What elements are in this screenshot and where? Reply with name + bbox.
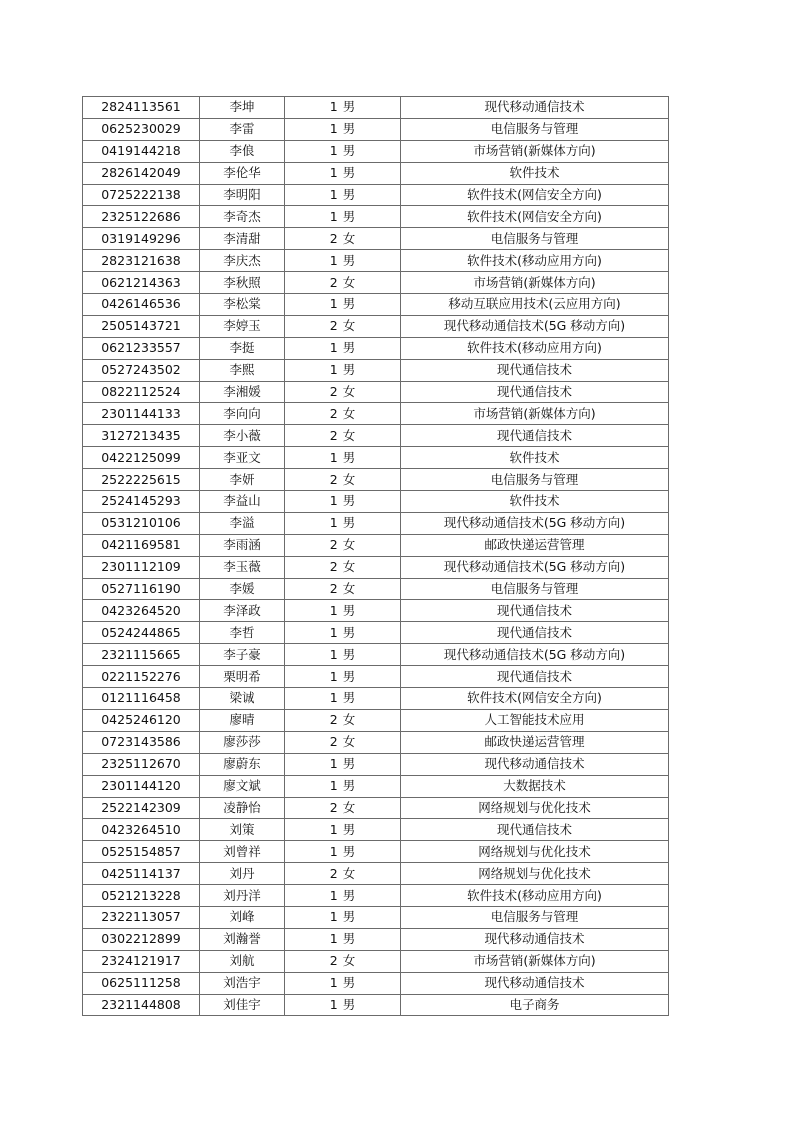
gender-label: 女 [342, 427, 356, 443]
student-name-cell: 李伦华 [200, 162, 285, 184]
gender-label: 女 [342, 537, 356, 553]
table-row [83, 337, 669, 359]
gender-code: 1 [329, 668, 338, 684]
table-row [83, 622, 669, 644]
student-name-cell: 刘瀚誉 [200, 928, 285, 950]
student-name-cell: 廖文斌 [200, 775, 285, 797]
gender-cell [285, 797, 401, 819]
gender-cell [285, 250, 401, 272]
gender-label: 男 [342, 515, 356, 531]
table-row [83, 950, 669, 972]
gender-cell [285, 381, 401, 403]
gender-label: 男 [342, 449, 356, 465]
student-name-cell: 李亚文 [200, 447, 285, 469]
table-row [83, 994, 669, 1016]
gender-code: 1 [329, 362, 338, 378]
gender-code: 2 [329, 230, 338, 246]
table-row [83, 425, 669, 447]
gender-cell [285, 556, 401, 578]
student-name-cell: 刘丹洋 [200, 885, 285, 907]
gender-cell [285, 950, 401, 972]
major-cell: 市场营销(新媒体方向) [401, 140, 669, 162]
student-id-cell: 0121116458 [83, 688, 200, 710]
gender-cell [285, 731, 401, 753]
student-id-cell: 2522225615 [83, 469, 200, 491]
gender-label: 男 [342, 493, 356, 509]
gender-code: 2 [329, 274, 338, 290]
gender-code: 2 [329, 734, 338, 750]
gender-label: 男 [342, 909, 356, 925]
major-cell: 市场营销(新媒体方向) [401, 403, 669, 425]
gender-cell [285, 118, 401, 140]
gender-cell [285, 315, 401, 337]
student-name-cell: 李婷玉 [200, 315, 285, 337]
gender-label: 男 [342, 252, 356, 268]
gender-cell [285, 469, 401, 491]
gender-code: 2 [329, 318, 338, 334]
gender-code: 1 [329, 187, 338, 202]
major-cell: 邮政快递运营管理 [401, 534, 669, 556]
gender-label: 男 [342, 996, 356, 1012]
gender-cell [285, 709, 401, 731]
gender-cell [285, 162, 401, 184]
major-cell: 现代移动通信技术(5G 移动方向) [401, 556, 669, 578]
gender-code: 1 [329, 821, 338, 837]
student-name-cell: 梁诚 [200, 688, 285, 710]
student-name-cell: 李子豪 [200, 644, 285, 666]
student-name-cell: 刘佳宇 [200, 994, 285, 1016]
major-cell: 电信服务与管理 [401, 228, 669, 250]
gender-label: 男 [342, 756, 356, 772]
major-cell: 现代通信技术 [401, 600, 669, 622]
gender-code: 1 [329, 602, 338, 618]
gender-cell [285, 688, 401, 710]
table-row [83, 775, 669, 797]
student-name-cell: 刘浩宇 [200, 972, 285, 994]
gender-label: 男 [342, 362, 356, 378]
table-row [83, 709, 669, 731]
gender-code: 2 [329, 384, 338, 400]
gender-cell [285, 666, 401, 688]
gender-label: 男 [342, 165, 356, 181]
gender-cell [285, 863, 401, 885]
gender-code: 1 [329, 99, 338, 115]
gender-label: 女 [342, 471, 356, 487]
table-row [83, 644, 669, 666]
major-cell: 软件技术(移动应用方向) [401, 885, 669, 907]
gender-code: 2 [329, 559, 338, 575]
table-row [83, 140, 669, 162]
student-id-cell: 2824113561 [83, 97, 200, 119]
student-name-cell: 李松棠 [200, 294, 285, 316]
gender-code: 2 [329, 865, 338, 881]
student-id-cell: 0531210106 [83, 512, 200, 534]
table-row [83, 534, 669, 556]
table-row [83, 819, 669, 841]
gender-code: 1 [329, 449, 338, 465]
major-cell: 市场营销(新媒体方向) [401, 272, 669, 294]
student-id-cell: 0221152276 [83, 666, 200, 688]
gender-code: 2 [329, 427, 338, 443]
gender-cell [285, 906, 401, 928]
gender-label: 男 [342, 931, 356, 947]
gender-cell [285, 994, 401, 1016]
major-cell: 软件技术(网信安全方向) [401, 206, 669, 228]
gender-cell [285, 972, 401, 994]
student-name-cell: 李坤 [200, 97, 285, 119]
student-name-cell: 李庆杰 [200, 250, 285, 272]
gender-code: 1 [329, 493, 338, 509]
student-id-cell: 0425246120 [83, 709, 200, 731]
gender-cell [285, 578, 401, 600]
gender-code: 1 [329, 624, 338, 640]
major-cell: 现代移动通信技术 [401, 972, 669, 994]
major-cell: 电信服务与管理 [401, 578, 669, 600]
gender-cell [285, 140, 401, 162]
gender-cell [285, 753, 401, 775]
table-row [83, 556, 669, 578]
student-id-cell: 0527243502 [83, 359, 200, 381]
gender-cell [285, 184, 401, 206]
student-name-cell: 李泽政 [200, 600, 285, 622]
student-id-cell: 2321144808 [83, 994, 200, 1016]
gender-label: 男 [342, 121, 356, 137]
gender-label: 男 [342, 602, 356, 618]
gender-cell [285, 491, 401, 513]
gender-label: 男 [342, 646, 356, 662]
gender-code: 1 [329, 515, 338, 531]
gender-label: 男 [342, 99, 356, 115]
student-name-cell: 刘峰 [200, 906, 285, 928]
major-cell: 邮政快递运营管理 [401, 731, 669, 753]
student-name-cell: 栗明希 [200, 666, 285, 688]
student-id-cell: 0302212899 [83, 928, 200, 950]
student-name-cell: 李媛 [200, 578, 285, 600]
student-name-cell: 凌静怡 [200, 797, 285, 819]
student-name-cell: 廖晴 [200, 709, 285, 731]
student-id-cell: 0723143586 [83, 731, 200, 753]
student-name-cell: 李小薇 [200, 425, 285, 447]
table-row [83, 162, 669, 184]
student-roster-table [82, 96, 669, 1016]
gender-label: 女 [342, 734, 356, 750]
gender-cell [285, 534, 401, 556]
student-name-cell: 李秋照 [200, 272, 285, 294]
student-name-cell: 李挺 [200, 337, 285, 359]
student-id-cell: 2301144120 [83, 775, 200, 797]
gender-code: 2 [329, 712, 338, 728]
table-row [83, 228, 669, 250]
major-cell: 移动互联应用技术(云应用方向) [401, 294, 669, 316]
student-name-cell: 李雨涵 [200, 534, 285, 556]
gender-cell [285, 425, 401, 447]
student-id-cell: 2522142309 [83, 797, 200, 819]
gender-cell [285, 819, 401, 841]
table-row [83, 491, 669, 513]
gender-code: 2 [329, 471, 338, 487]
gender-code: 2 [329, 953, 338, 969]
gender-cell [285, 403, 401, 425]
student-id-cell: 2524145293 [83, 491, 200, 513]
student-name-cell: 李熙 [200, 359, 285, 381]
student-id-cell: 0521213228 [83, 885, 200, 907]
gender-cell [285, 600, 401, 622]
gender-label: 女 [342, 274, 356, 290]
major-cell: 电信服务与管理 [401, 906, 669, 928]
student-id-cell: 2325112670 [83, 753, 200, 775]
student-name-cell: 李玉薇 [200, 556, 285, 578]
major-cell: 现代移动通信技术(5G 移动方向) [401, 315, 669, 337]
gender-label: 男 [342, 208, 356, 224]
gender-cell [285, 622, 401, 644]
student-name-cell: 李益山 [200, 491, 285, 513]
major-cell: 大数据技术 [401, 775, 669, 797]
major-cell: 现代移动通信技术(5G 移动方向) [401, 512, 669, 534]
gender-label: 女 [342, 953, 356, 969]
student-name-cell: 李妍 [200, 469, 285, 491]
student-id-cell: 0725222138 [83, 184, 200, 206]
student-name-cell: 廖莎莎 [200, 731, 285, 753]
student-id-cell: 2325122686 [83, 206, 200, 228]
gender-cell [285, 206, 401, 228]
gender-label: 男 [342, 843, 356, 859]
table-row [83, 315, 669, 337]
table-row [83, 447, 669, 469]
gender-cell [285, 512, 401, 534]
major-cell: 现代通信技术 [401, 622, 669, 644]
major-cell: 电子商务 [401, 994, 669, 1016]
table-row [83, 294, 669, 316]
gender-code: 2 [329, 799, 338, 815]
gender-label: 男 [342, 187, 356, 202]
major-cell: 软件技术(网信安全方向) [401, 688, 669, 710]
student-name-cell: 刘航 [200, 950, 285, 972]
major-cell: 现代通信技术 [401, 381, 669, 403]
student-id-cell: 3127213435 [83, 425, 200, 447]
student-name-cell: 李哲 [200, 622, 285, 644]
gender-label: 男 [342, 668, 356, 684]
student-id-cell: 0621233557 [83, 337, 200, 359]
major-cell: 市场营销(新媒体方向) [401, 950, 669, 972]
student-id-cell: 2321115665 [83, 644, 200, 666]
major-cell: 软件技术 [401, 491, 669, 513]
table-row [83, 578, 669, 600]
student-name-cell: 李溢 [200, 512, 285, 534]
table-row [83, 381, 669, 403]
gender-label: 男 [342, 340, 356, 356]
gender-cell [285, 359, 401, 381]
student-name-cell: 廖蔚东 [200, 753, 285, 775]
gender-cell [285, 294, 401, 316]
table-row [83, 863, 669, 885]
gender-cell [285, 841, 401, 863]
gender-cell [285, 97, 401, 119]
table-row [83, 688, 669, 710]
gender-code: 1 [329, 778, 338, 794]
gender-label: 女 [342, 318, 356, 334]
student-id-cell: 0525154857 [83, 841, 200, 863]
student-id-cell: 0423264520 [83, 600, 200, 622]
gender-code: 1 [329, 996, 338, 1012]
major-cell: 网络规划与优化技术 [401, 863, 669, 885]
gender-code: 2 [329, 581, 338, 597]
student-name-cell: 刘策 [200, 819, 285, 841]
gender-cell [285, 885, 401, 907]
major-cell: 软件技术(网信安全方向) [401, 184, 669, 206]
major-cell: 现代移动通信技术(5G 移动方向) [401, 644, 669, 666]
student-id-cell: 0625230029 [83, 118, 200, 140]
student-name-cell: 李雷 [200, 118, 285, 140]
major-cell: 网络规划与优化技术 [401, 797, 669, 819]
major-cell: 人工智能技术应用 [401, 709, 669, 731]
table-row [83, 118, 669, 140]
table-row [83, 97, 669, 119]
gender-code: 1 [329, 252, 338, 268]
gender-code: 1 [329, 296, 338, 312]
gender-label: 女 [342, 712, 356, 728]
table-row [83, 841, 669, 863]
student-id-cell: 2324121917 [83, 950, 200, 972]
student-id-cell: 0319149296 [83, 228, 200, 250]
gender-code: 1 [329, 165, 338, 181]
gender-cell [285, 447, 401, 469]
major-cell: 电信服务与管理 [401, 469, 669, 491]
table-row [83, 797, 669, 819]
major-cell: 现代移动通信技术 [401, 97, 669, 119]
student-id-cell: 0419144218 [83, 140, 200, 162]
table-row [83, 928, 669, 950]
gender-code: 1 [329, 646, 338, 662]
student-id-cell: 0524244865 [83, 622, 200, 644]
student-id-cell: 0621214363 [83, 272, 200, 294]
student-name-cell: 刘曾祥 [200, 841, 285, 863]
gender-label: 男 [342, 778, 356, 794]
major-cell: 网络规划与优化技术 [401, 841, 669, 863]
table-row [83, 972, 669, 994]
gender-code: 1 [329, 756, 338, 772]
table-row [83, 272, 669, 294]
student-id-cell: 0426146536 [83, 294, 200, 316]
major-cell: 电信服务与管理 [401, 118, 669, 140]
gender-code: 1 [329, 340, 338, 356]
gender-code: 1 [329, 843, 338, 859]
student-id-cell: 2322113057 [83, 906, 200, 928]
table-row [83, 206, 669, 228]
major-cell: 软件技术(移动应用方向) [401, 337, 669, 359]
gender-code: 2 [329, 537, 338, 553]
student-id-cell: 2826142049 [83, 162, 200, 184]
student-id-cell: 0822112524 [83, 381, 200, 403]
gender-label: 女 [342, 405, 356, 421]
gender-label: 女 [342, 865, 356, 881]
major-cell: 软件技术(移动应用方向) [401, 250, 669, 272]
gender-label: 男 [342, 624, 356, 640]
table-row [83, 359, 669, 381]
student-name-cell: 李俍 [200, 140, 285, 162]
gender-code: 1 [329, 690, 338, 706]
gender-cell [285, 337, 401, 359]
table-row [83, 731, 669, 753]
gender-label: 男 [342, 690, 356, 706]
roster-body [83, 97, 669, 1016]
student-name-cell: 李湘媛 [200, 381, 285, 403]
student-id-cell: 2505143721 [83, 315, 200, 337]
gender-code: 2 [329, 405, 338, 421]
gender-label: 男 [342, 296, 356, 312]
student-name-cell: 李清甜 [200, 228, 285, 250]
major-cell: 现代移动通信技术 [401, 753, 669, 775]
major-cell: 现代通信技术 [401, 359, 669, 381]
gender-label: 女 [342, 384, 356, 400]
table-row [83, 753, 669, 775]
table-row [83, 403, 669, 425]
table-row [83, 469, 669, 491]
table-row [83, 600, 669, 622]
student-id-cell: 0421169581 [83, 534, 200, 556]
gender-code: 1 [329, 931, 338, 947]
gender-label: 女 [342, 581, 356, 597]
gender-label: 男 [342, 821, 356, 837]
gender-code: 1 [329, 887, 338, 903]
gender-cell [285, 272, 401, 294]
gender-label: 男 [342, 975, 356, 991]
gender-label: 女 [342, 559, 356, 575]
student-id-cell: 0425114137 [83, 863, 200, 885]
major-cell: 现代通信技术 [401, 666, 669, 688]
gender-cell [285, 928, 401, 950]
table-row [83, 184, 669, 206]
student-name-cell: 李向向 [200, 403, 285, 425]
gender-cell [285, 644, 401, 666]
table-row [83, 666, 669, 688]
student-id-cell: 0527116190 [83, 578, 200, 600]
gender-label: 女 [342, 230, 356, 246]
student-name-cell: 刘丹 [200, 863, 285, 885]
major-cell: 现代通信技术 [401, 425, 669, 447]
major-cell: 现代通信技术 [401, 819, 669, 841]
student-id-cell: 2301112109 [83, 556, 200, 578]
gender-code: 1 [329, 143, 338, 159]
table-row [83, 512, 669, 534]
gender-code: 1 [329, 909, 338, 925]
gender-code: 1 [329, 208, 338, 224]
gender-code: 1 [329, 975, 338, 991]
gender-code: 1 [329, 121, 338, 137]
table-row [83, 250, 669, 272]
major-cell: 软件技术 [401, 447, 669, 469]
student-id-cell: 0625111258 [83, 972, 200, 994]
student-id-cell: 0422125099 [83, 447, 200, 469]
gender-cell [285, 228, 401, 250]
student-id-cell: 2823121638 [83, 250, 200, 272]
table-row [83, 906, 669, 928]
student-name-cell: 李明阳 [200, 184, 285, 206]
gender-label: 男 [342, 143, 356, 159]
student-id-cell: 0423264510 [83, 819, 200, 841]
gender-label: 女 [342, 799, 356, 815]
gender-cell [285, 775, 401, 797]
student-name-cell: 李奇杰 [200, 206, 285, 228]
major-cell: 现代移动通信技术 [401, 928, 669, 950]
student-id-cell: 2301144133 [83, 403, 200, 425]
major-cell: 软件技术 [401, 162, 669, 184]
gender-label: 男 [342, 887, 356, 903]
table-row [83, 885, 669, 907]
